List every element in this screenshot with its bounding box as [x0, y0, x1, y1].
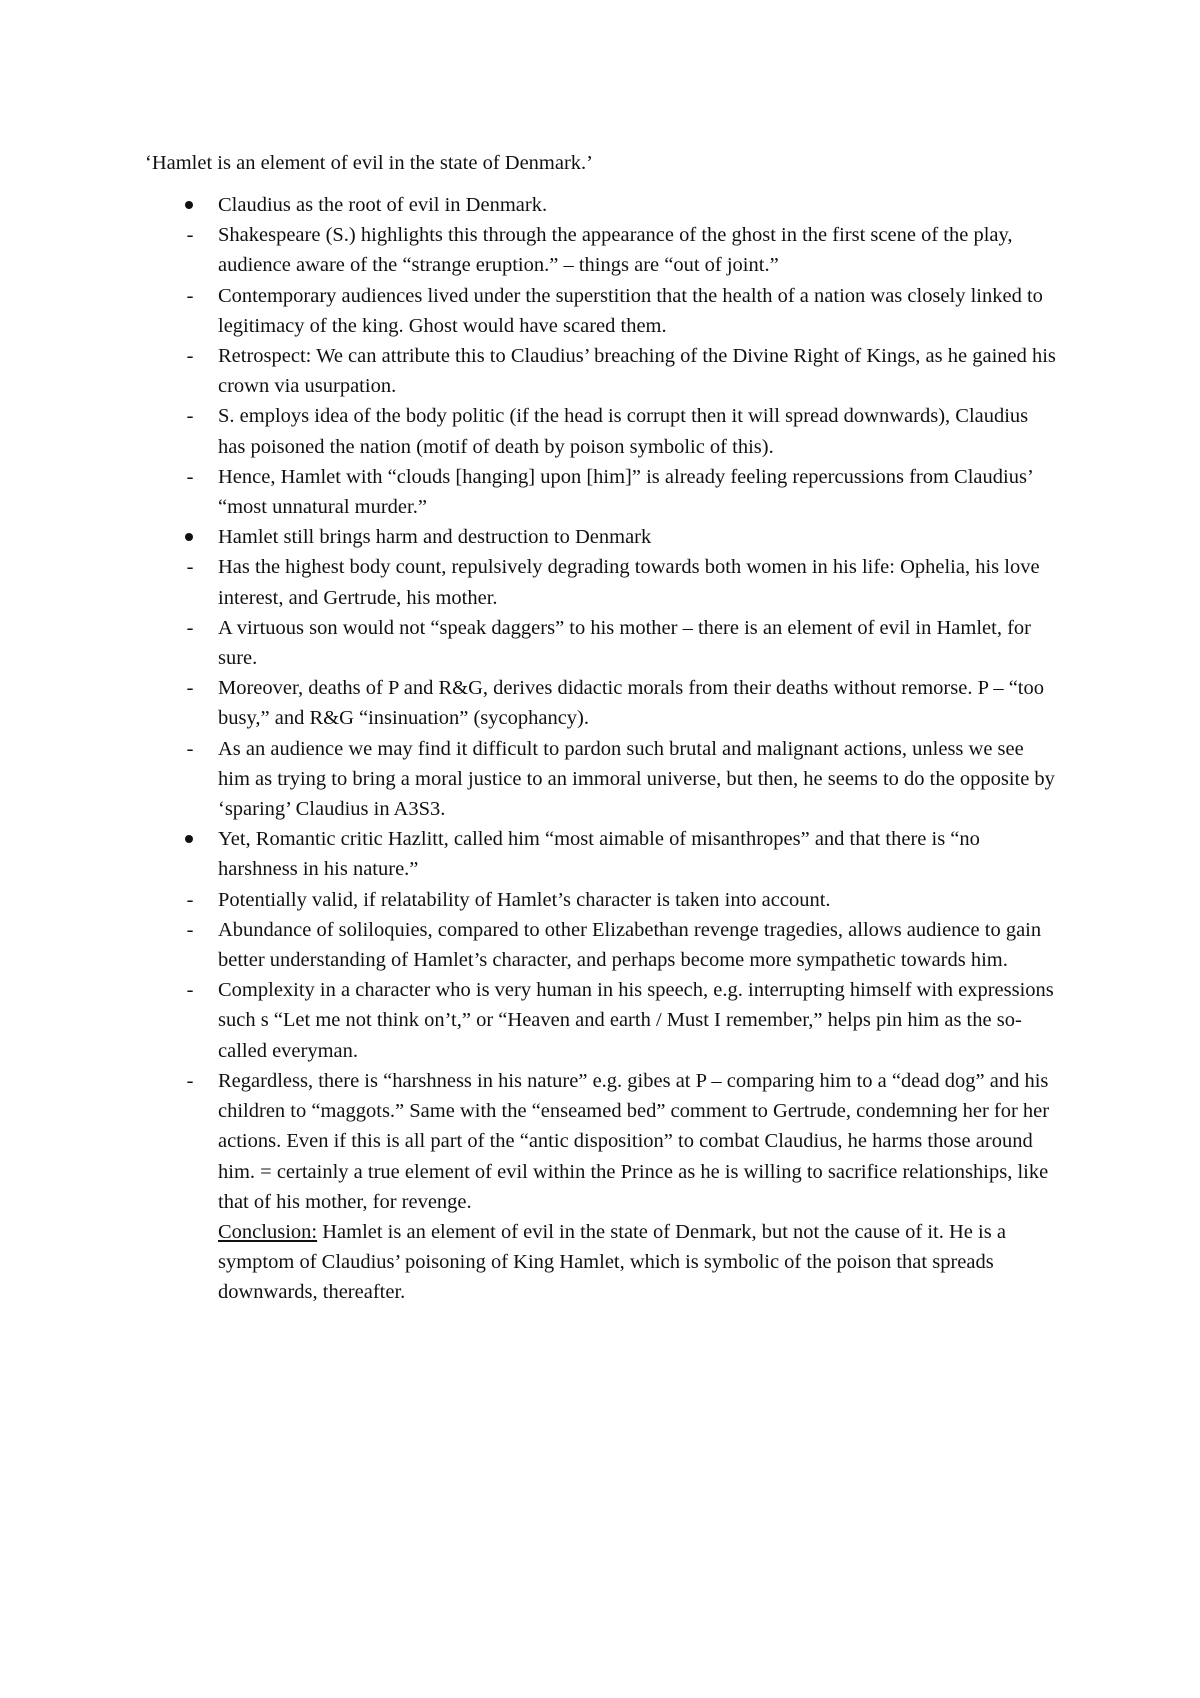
list-item-text: Hence, Hamlet with “clouds [hanging] upon [him]” is already feeling repercussions from Claudius’ “most unnatural murder.” [218, 465, 1033, 519]
list-item [0, 885, 1058, 915]
list-item [0, 915, 1058, 975]
dash-icon [180, 975, 200, 1005]
list-item-text: Has the highest body count, repulsively degrading towards both women in his life: Ophelia, his love interest, and Gertrude, his mother. [218, 556, 1040, 609]
list-item [0, 220, 1058, 280]
dash-icon [180, 1066, 200, 1096]
conclusion-label: Conclusion: [218, 1220, 318, 1243]
list-item-text: Hamlet still brings harm and destruction to Denmark [218, 526, 652, 549]
dash-icon [180, 281, 200, 311]
list-item-text: Regardless, there is “harshness in his nature” e.g. gibes at P – comparing him to a “dead dog” and his children to “maggots.” Same with the “enseamed bed” comment to Gertrude, condemning her for her actions. Even if this is all part of the “antic disposition” to combat Claudius, he harms those around him. = certainly a true element of evil within the Prince as he is willing to sacrifice relationships, like that of his mother, for revenge. [218, 1069, 1050, 1213]
list-item-text: A virtuous son would not “speak daggers” to his mother – there is an element of evil in Hamlet, for sure. [218, 616, 1031, 670]
dash-icon [180, 552, 200, 582]
list-item [0, 462, 1058, 522]
list-item [0, 281, 1058, 341]
list-item-text: Shakespeare (S.) highlights this through the appearance of the ghost in the first scene of the play, audience aware of the “strange eruption.” – things are “out of joint.” [218, 224, 1013, 277]
list-item [0, 552, 1058, 612]
list-item-text: Claudius as the root of evil in Denmark. [218, 194, 548, 216]
list-item-text: Potentially valid, if relatability of Hamlet’s character is taken into account. [218, 888, 831, 911]
list-item-text: Contemporary audiences lived under the superstition that the health of a nation was closely linked to legitimacy of the king. Ghost would have scared them. [218, 284, 1043, 337]
dash-icon [180, 734, 200, 764]
list-item [0, 190, 1058, 220]
list-item [0, 673, 1058, 733]
list-item-text: As an audience we may find it difficult to pardon such brutal and malignant actions, unless we see him as trying to bring a moral justice to an immoral universe, but then, he seems to do the opposite by ‘sparing’ Claudius in A3S3. [218, 737, 1055, 821]
list-item-text: S. employs idea of the body politic (if the head is corrupt then it will spread downwards), Claudius has poisoned the nation (motif of death by poison symbolic of this). [218, 405, 1029, 458]
list-item-text: Retrospect: We can attribute this to Claudius’ breaching of the Divine Right of Kings, as he gained his crown via usurpation. [218, 345, 1056, 398]
document-title: ‘Hamlet is an element of evil in the state of Denmark.’ [145, 152, 593, 174]
dash-icon [180, 401, 200, 431]
list-item [0, 824, 1058, 884]
dash-icon [180, 915, 200, 945]
list-item [0, 341, 1058, 401]
list-item-text: Moreover, deaths of P and R&G, derives didactic morals from their deaths without remorse. P – “too busy,” and R&G “insinuation” (sycophancy). [218, 677, 1045, 730]
list-item [0, 613, 1058, 673]
notes-list [0, 190, 1200, 1308]
list-item [0, 522, 1058, 552]
list-item-text: Complexity in a character who is very human in his speech, e.g. interrupting himself with expressions such s “Let me not think on’t,” or “Heaven and earth / Must I remember,” helps pin him as the so-called everyman. [218, 979, 1054, 1062]
list-item [0, 401, 1058, 461]
dash-icon [180, 462, 200, 492]
dash-icon [180, 613, 200, 643]
list-item [0, 734, 1058, 825]
conclusion-paragraph [0, 1217, 1058, 1308]
list-item [0, 1066, 1058, 1217]
list-item-text: Abundance of soliloquies, compared to other Elizabethan revenge tragedies, allows audience to gain better understanding of Hamlet’s character, and perhaps become more sympathetic towards him. [218, 918, 1042, 972]
dash-icon [180, 885, 200, 915]
dash-icon [180, 341, 200, 371]
dash-icon [180, 673, 200, 703]
dash-icon [180, 220, 200, 250]
list-item-text: Yet, Romantic critic Hazlitt, called him “most aimable of misanthropes” and that there is “no harshness in his nature.” [218, 828, 980, 881]
list-item [0, 975, 1058, 1066]
conclusion-text: Hamlet is an element of evil in the state of Denmark, but not the cause of it. He is a symptom of Claudius’ poisoning of King Hamlet, which is symbolic of the poison that spreads downwards, thereafter. [218, 1220, 1006, 1304]
